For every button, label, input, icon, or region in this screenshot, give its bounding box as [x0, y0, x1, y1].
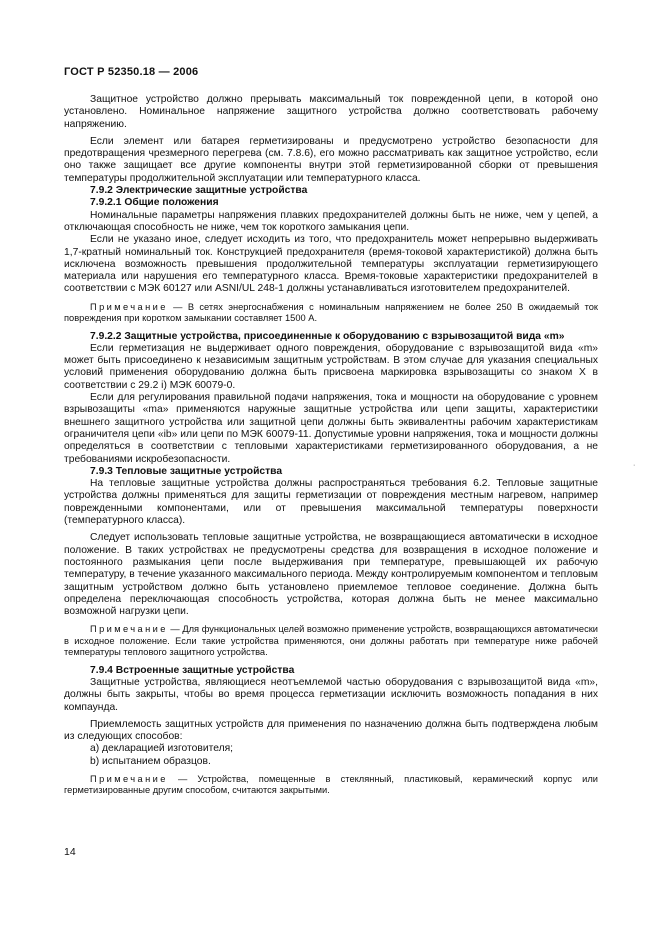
- paragraph: Если не указано иное, следует исходить из того, что предохранитель может непрерывно выдерживать 1,7-кратный номинальный ток. Конструкцией предохранителя (время-токовой характеристикой) должна быть исключена возможность превышения продолжительной температуры эксплуатации герметизирующего материала или нарушения его температурного класса. Время-токовые характеристики предохранителей в соответствии с МЭК 60127 или ASNI/UL 248-1 должны устанавливаться изготовителем предохранителей.: [64, 234, 598, 295]
- section-heading: 7.9.2.1 Общие положения: [90, 197, 219, 209]
- note-label: Примечание: [90, 624, 168, 635]
- note-text: — Для функциональных целей возможно применение устройств, возвращающихся автоматически в исходное положение. Если такие устройства применяются, они должны работать при температуре ниже рабочей температуры теплового защитного устройства.: [64, 624, 598, 658]
- page-number: 14: [64, 846, 76, 858]
- note-label: Примечание: [90, 301, 168, 312]
- paragraph: Следует использовать тепловые защитные устройства, не возвращающиеся автоматически в исходное положение. В таких устройствах не предусмотрены средства для возвращения в исходное положение и постоянного размыкания цепи после выдерживания при температуре, превышающей их рабочую температуру, в течение указанного максимального периода. Между контролируемым компонентом и тепловым защитным устройством должно быть установлено приемлемое тепловое соединение. Должна быть определена переключающая способность устройства, которая должна быть не менее максимально возможной нагрузки цепи.: [64, 532, 598, 618]
- section-heading: 7.9.4 Встроенные защитные устройства: [90, 664, 295, 676]
- margin-mark: ·: [633, 462, 636, 469]
- section-heading: 7.9.2 Электрические защитные устройства: [90, 185, 308, 197]
- paragraph: Если элемент или батарея герметизированы и предусмотрено устройство безопасности для предотвращения чрезмерного перегрева (см. 7.8.6), его можно рассматривать как защитное устройство, если оно также защищает все другие компоненты внутри этой герметизированной сборки от превышения температуры продолжительной эксплуатации или температурного класса.: [64, 135, 598, 184]
- paragraph: Защитное устройство должно прерывать максимальный ток поврежденной цепи, в которой оно установлено. Номинальное напряжение защитного устройства должно соответствовать рабочему напряжению.: [64, 94, 598, 130]
- paragraph: Приемлемость защитных устройств для применения по назначению должна быть подтверждена любым из следующих способов:: [64, 718, 598, 743]
- paragraph: Номинальные параметры напряжения плавких предохранителей должны быть не ниже, чем у цепей, а отключающая способность не ниже, чем ток короткого замыкания цепи.: [64, 209, 598, 233]
- paragraph: Если герметизация не выдерживает одного повреждения, оборудование с взрывозащитой вида «m» может быть присоединено к независимым защитным устройствам. В этом случае для указания специальных условий применения оборудованию должна быть присвоена маркировка взрывозащиты со знаком Х в соответствии с 29.2 i) МЭК 60079-0.: [64, 342, 598, 391]
- note: [64, 774, 598, 797]
- note-label: Примечание: [90, 773, 168, 784]
- list-item: b) испытанием образцов.: [90, 755, 211, 767]
- paragraph: Если для регулирования правильной подачи напряжения, тока и мощности на оборудование с уровнем взрывозащиты «ma» применяются наружные защитные устройства или цепи защиты, характеристики внешнего защитного устройства или защитной цепи должны быть эквивалентны рабочим характеристикам ограничителя цепи «ib» или цепи по МЭК 60079-11. Допустимые уровни напряжения, тока и мощности должны определяться в соответствии с тепловыми характеристиками герметизированного оборудования, а не требованиями искробезопасности.: [64, 392, 598, 465]
- section-heading: 7.9.3 Тепловые защитные устройства: [90, 465, 283, 477]
- document-header: ГОСТ Р 52350.18 — 2006: [64, 66, 199, 78]
- list-item: a) декларацией изготовителя;: [90, 743, 234, 755]
- note: [64, 624, 598, 658]
- paragraph: Защитные устройства, являющиеся неотъемлемой частью оборудования с взрывозащитой вида «m», должны быть закрыты, чтобы во время процесса герметизации исключить возможность попадания в них компаунда.: [64, 676, 598, 713]
- note: [64, 302, 598, 325]
- paragraph: На тепловые защитные устройства должны распространяться требования 6.2. Тепловые защитные устройства должны применяться для защиты герметизации от повреждения местным нагревом, например поврежденными компонентами, или от превышения максимальной температуры поверхности (температурного класса).: [64, 478, 598, 527]
- section-heading: 7.9.2.2 Защитные устройства, присоединенные к оборудованию с взрывозащитой вида «m»: [90, 330, 565, 342]
- note-text: — Устройства, помещенные в стеклянный, пластиковый, керамический корпус или герметизированные другим способом, считаются закрытыми.: [64, 773, 598, 796]
- document-body: [64, 94, 598, 803]
- note-text: — В сетях энергоснабжения с номинальным напряжением не более 250 В ожидаемый ток повреждения при коротком замыкании составляет 1500 А.: [64, 301, 598, 324]
